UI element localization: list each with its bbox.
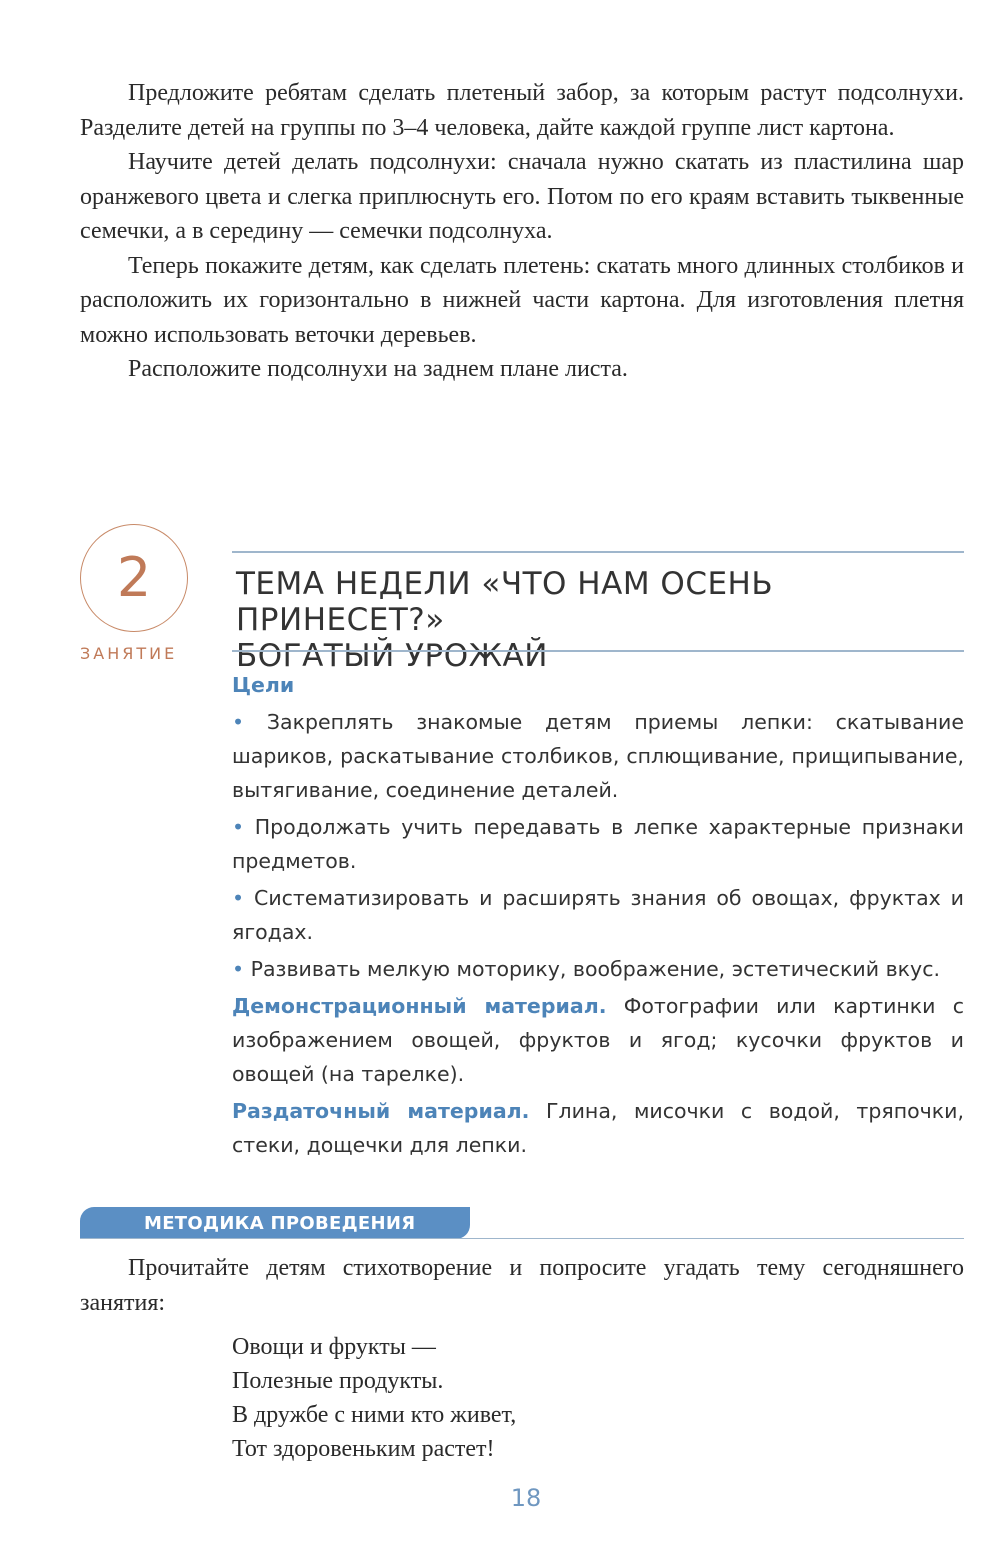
- method-heading-bar: [80, 1207, 470, 1239]
- poem-line: В дружбе с ними кто живет,: [232, 1402, 517, 1428]
- method-text: [80, 1251, 964, 1320]
- demo-material: [232, 989, 964, 1091]
- goal-item: [232, 881, 964, 949]
- bullet-icon: •: [232, 957, 245, 981]
- intro-text: [80, 76, 964, 387]
- intro-paragraph: Научите детей делать подсолнухи: сначала нужно скатать из пластилина шар оранжевого цвета и слегка приплюснуть его. Потом по его краям вставить тыквенные семечки, а в середину — семечки подсолнуха.: [80, 149, 964, 244]
- goal-text: Развивать мелкую моторику, воображение, эстетический вкус.: [250, 957, 940, 981]
- goals-heading: Цели: [232, 673, 295, 697]
- goal-item: [232, 810, 964, 878]
- method-intro: Прочитайте детям стихотворение и попросите угадать тему сегодняшнего занятия:: [80, 1255, 964, 1316]
- handout-material-label: Раздаточный материал.: [232, 1099, 530, 1123]
- goal-text: Продолжать учить передавать в лепке характерные признаки предметов.: [232, 815, 964, 873]
- intro-paragraph: Расположите подсолнухи на заднем плане листа.: [128, 356, 628, 382]
- goal-item: [232, 952, 964, 986]
- method-rule: [80, 1238, 964, 1239]
- demo-material-label: Демонстрационный материал.: [232, 994, 607, 1018]
- lesson-number-badge: [80, 524, 188, 632]
- goal-text: Систематизировать и расширять знания об овощах, фруктах и ягодах.: [232, 886, 964, 944]
- topic-subtitle: БОГАТЫЙ УРОЖАЙ: [236, 638, 548, 674]
- goal-text: Закреплять знакомые детям приемы лепки: скатывание шариков, раскатывание столбиков, сплющивание, прищипывание, вытягивание, соединение деталей.: [232, 710, 964, 802]
- lesson-topic: [236, 566, 964, 674]
- method-heading: МЕТОДИКА ПРОВЕДЕНИЯ: [144, 1212, 416, 1234]
- bullet-icon: •: [232, 815, 245, 839]
- goals-section: [232, 668, 964, 1165]
- bullet-icon: •: [232, 886, 245, 910]
- poem-line: Овощи и фрукты —: [232, 1334, 436, 1360]
- bullet-icon: •: [232, 710, 245, 734]
- poem: [232, 1330, 516, 1466]
- topic-title: ТЕМА НЕДЕЛИ «ЧТО НАМ ОСЕНЬ ПРИНЕСЕТ?»: [236, 566, 774, 638]
- intro-paragraph: Предложите ребятам сделать плетеный забор, за которым растут подсолнухи. Разделите детей на группы по 3–4 человека, дайте каждой группе лист картона.: [80, 80, 964, 141]
- page-number: 18: [510, 1484, 542, 1512]
- poem-line: Тот здоровеньким растет!: [232, 1436, 495, 1462]
- goal-item: [232, 705, 964, 807]
- handout-material: [232, 1094, 964, 1162]
- topic-top-rule: [232, 551, 964, 553]
- handout-material-text: Глина, мисочки с водой, тряпочки, стеки, дощечки для лепки.: [232, 1099, 964, 1157]
- lesson-number: 2: [116, 546, 152, 609]
- demo-material-text: Фотографии или картинки с изображением овощей, фруктов и ягод; кусочки фруктов и овощей (на тарелке).: [232, 994, 965, 1086]
- intro-paragraph: Теперь покажите детям, как сделать плетень: скатать много длинных столбиков и расположить их горизонтально в нижней части картона. Для изготовления плетня можно использовать веточки деревьев.: [80, 252, 964, 348]
- topic-bottom-rule: [232, 650, 964, 652]
- lesson-label: ЗАНЯТИЕ: [80, 644, 178, 663]
- poem-line: Полезные продукты.: [232, 1368, 444, 1394]
